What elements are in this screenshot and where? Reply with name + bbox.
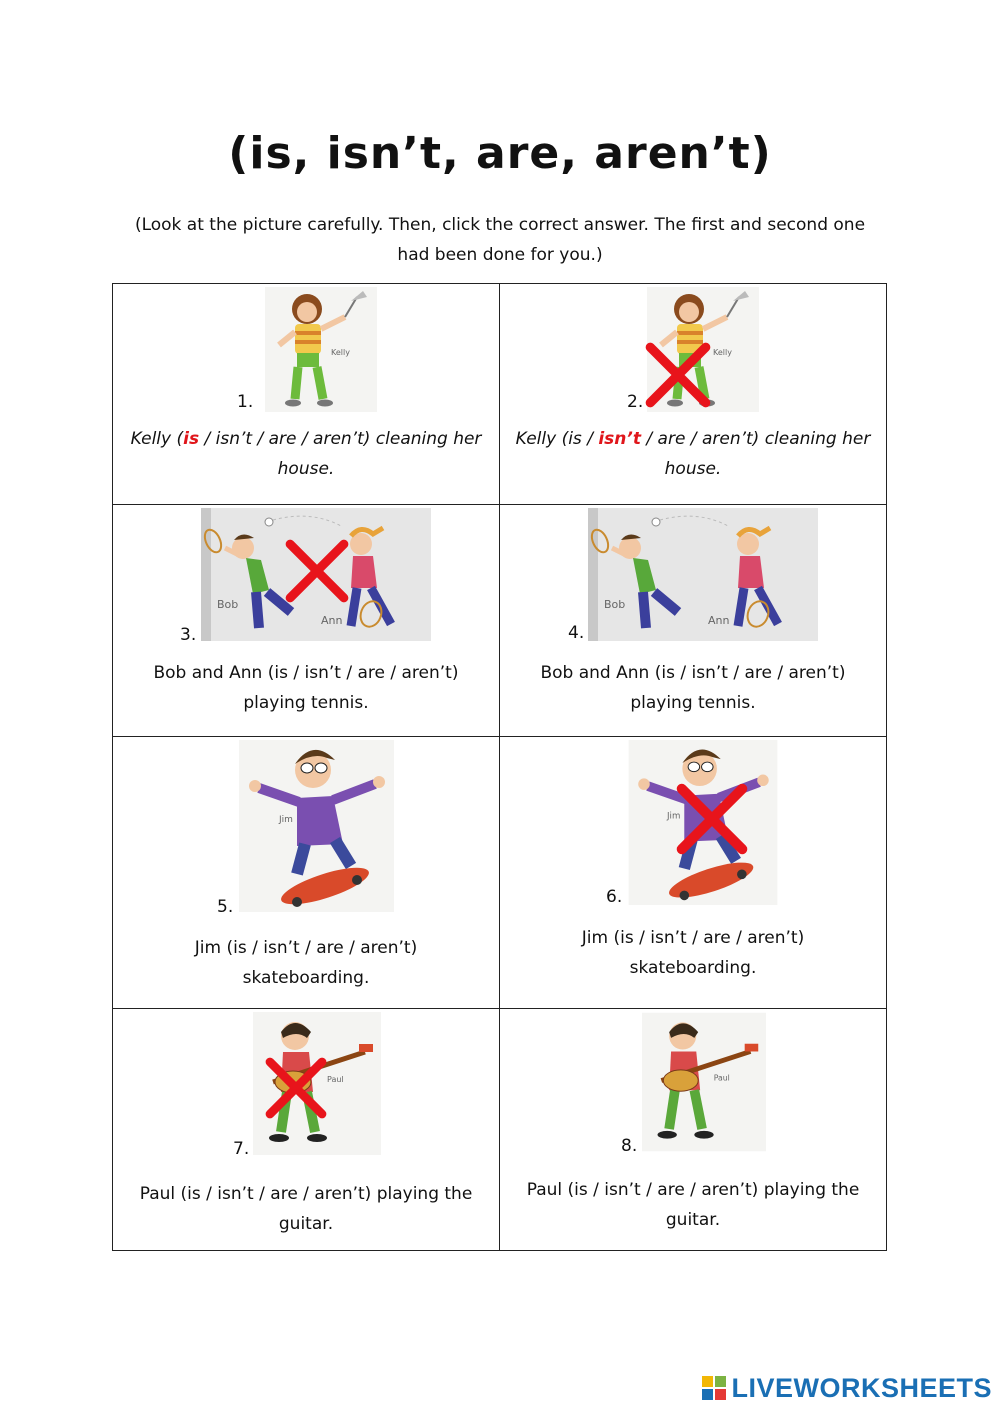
sentence-prefix: Kelly ( — [130, 429, 184, 449]
question-sentence — [512, 1175, 874, 1235]
sentence-end: guitar. — [278, 1214, 334, 1234]
sentence-prefix: Paul ( — [139, 1184, 188, 1204]
svg-text:Kelly: Kelly — [331, 348, 350, 357]
sentence-suffix: ) — [797, 928, 805, 948]
logo-text: LIVEWORKSHEETS — [731, 1372, 992, 1403]
answer-option[interactable]: aren’t — [788, 663, 839, 683]
instructions-line-2: had been done for you.) — [397, 245, 603, 265]
answer-option[interactable]: isn’t — [604, 1180, 641, 1200]
answer-option[interactable]: are — [657, 429, 686, 449]
answer-option[interactable]: aren’t — [313, 429, 364, 449]
answer-option[interactable]: aren’t — [701, 1180, 752, 1200]
red-cross-icon — [283, 539, 351, 603]
question-sentence — [125, 424, 487, 484]
answer-option[interactable]: is — [620, 928, 634, 948]
sentence-suffix: ) — [838, 663, 846, 683]
answer-option[interactable]: are — [357, 663, 385, 683]
answer-option[interactable]: aren’t — [701, 429, 753, 449]
question-cell-2 — [500, 284, 886, 505]
answer-option[interactable]: aren’t — [747, 928, 798, 948]
answer-option[interactable]: are — [703, 928, 731, 948]
sentence-suffix: ) playing the — [364, 1184, 473, 1204]
answer-option[interactable]: isn’t — [304, 663, 341, 683]
sentence-prefix: Bob and Ann ( — [153, 663, 275, 683]
question-cell-7 — [113, 1009, 500, 1250]
answer-option[interactable]: is — [568, 429, 582, 449]
svg-text:Jim: Jim — [667, 811, 681, 822]
answer-option[interactable]: is — [233, 938, 247, 958]
question-number: 7. — [233, 1139, 250, 1159]
answer-option[interactable]: is — [661, 663, 675, 683]
liveworksheets-logo-icon — [701, 1375, 727, 1401]
answer-option[interactable]: isn’t — [650, 928, 687, 948]
sentence-end: house. — [277, 459, 335, 479]
answer-option[interactable]: aren’t — [360, 938, 411, 958]
red-cross-icon — [672, 783, 752, 855]
question-picture-4 — [588, 508, 818, 641]
sentence-line: Jim (is / isn’t / are / aren’t) — [581, 928, 805, 948]
svg-text:Paul: Paul — [713, 1073, 730, 1083]
answer-option[interactable]: is — [574, 1180, 588, 1200]
question-number: 5. — [217, 897, 234, 917]
sentence-line: Jim (is / isn’t / are / aren’t) — [194, 938, 418, 958]
question-number: 3. — [180, 625, 197, 645]
svg-text:Ann: Ann — [321, 614, 343, 627]
page-title: (is, isn’t, are, aren’t) — [228, 128, 772, 179]
sentence-end: skateboarding. — [242, 968, 370, 988]
answer-option[interactable]: is — [187, 1184, 201, 1204]
answer-option[interactable]: aren’t — [401, 663, 452, 683]
sentence-end: playing tennis. — [630, 693, 756, 713]
answer-option[interactable]: are — [657, 1180, 685, 1200]
sentence-prefix: Bob and Ann ( — [540, 663, 662, 683]
answer-option[interactable]: are — [316, 938, 344, 958]
red-cross-icon — [640, 342, 716, 408]
liveworksheets-logo — [701, 1371, 992, 1405]
answer-option[interactable]: is — [274, 663, 288, 683]
sentence-suffix: ) cleaning her — [752, 429, 871, 449]
question-sentence — [125, 658, 487, 718]
question-sentence — [125, 933, 487, 993]
svg-text:Kelly: Kelly — [713, 348, 732, 357]
sentence-line: Kelly (is / isn’t / are / aren’t) cleaning her — [130, 429, 482, 449]
sentence-suffix: ) — [451, 663, 459, 683]
exercise-grid — [112, 283, 887, 1251]
question-picture-5 — [239, 740, 394, 912]
answer-option[interactable]: isn’t — [691, 663, 728, 683]
question-number: 8. — [621, 1136, 638, 1156]
instructions — [118, 210, 882, 270]
question-cell-3 — [113, 505, 500, 737]
sentence-end: house. — [664, 459, 722, 479]
question-picture-8 — [642, 1012, 766, 1152]
answer-option[interactable]: is — [183, 429, 200, 449]
svg-text:Bob: Bob — [604, 598, 626, 611]
answer-option[interactable]: are — [268, 429, 297, 449]
svg-text:Jim: Jim — [279, 815, 293, 825]
question-number: 1. — [237, 392, 254, 412]
sentence-prefix: Paul ( — [526, 1180, 575, 1200]
answer-option[interactable]: are — [744, 663, 772, 683]
question-number: 4. — [568, 623, 585, 643]
answer-option[interactable]: are — [270, 1184, 298, 1204]
question-number: 2. — [627, 392, 644, 412]
answer-option[interactable]: isn’t — [598, 429, 641, 449]
sentence-end: skateboarding. — [629, 958, 757, 978]
answer-option[interactable]: isn’t — [263, 938, 300, 958]
answer-option[interactable]: isn’t — [217, 1184, 254, 1204]
instructions-line-1: (Look at the picture carefully. Then, click the correct answer. The first and second one — [134, 215, 866, 235]
question-sentence — [512, 424, 874, 484]
question-sentence — [512, 923, 874, 983]
sentence-line: Paul (is / isn’t / are / aren’t) playing the — [526, 1180, 860, 1200]
sentence-line: Bob and Ann (is / isn’t / are / aren’t) — [153, 663, 459, 683]
question-cell-6 — [500, 737, 886, 1009]
sentence-line: Paul (is / isn’t / are / aren’t) playing the — [139, 1184, 473, 1204]
question-cell-1 — [113, 284, 500, 505]
sentence-suffix: ) cleaning her — [363, 429, 482, 449]
sentence-prefix: Jim ( — [581, 928, 621, 948]
sentence-suffix: ) playing the — [751, 1180, 860, 1200]
svg-text:Ann: Ann — [708, 614, 730, 627]
sentence-suffix: ) — [410, 938, 418, 958]
svg-text:Bob: Bob — [217, 598, 239, 611]
sentence-end: playing tennis. — [243, 693, 369, 713]
sentence-prefix: Jim ( — [194, 938, 234, 958]
question-number: 6. — [606, 887, 623, 907]
red-cross-icon — [263, 1057, 329, 1119]
question-cell-8 — [500, 1009, 886, 1250]
question-picture-1 — [265, 287, 377, 412]
question-cell-4 — [500, 505, 886, 737]
question-sentence — [512, 658, 874, 718]
question-sentence — [125, 1179, 487, 1239]
answer-option[interactable]: isn’t — [215, 429, 253, 449]
answer-option[interactable]: aren’t — [314, 1184, 365, 1204]
sentence-line: Kelly (is / isn’t / are / aren’t) cleaning her — [515, 429, 871, 449]
sentence-end: guitar. — [665, 1210, 721, 1230]
svg-text:Paul: Paul — [327, 1075, 344, 1084]
sentence-line: Bob and Ann (is / isn’t / are / aren’t) — [540, 663, 846, 683]
sentence-prefix: Kelly ( — [515, 429, 569, 449]
question-cell-5 — [113, 737, 500, 1009]
